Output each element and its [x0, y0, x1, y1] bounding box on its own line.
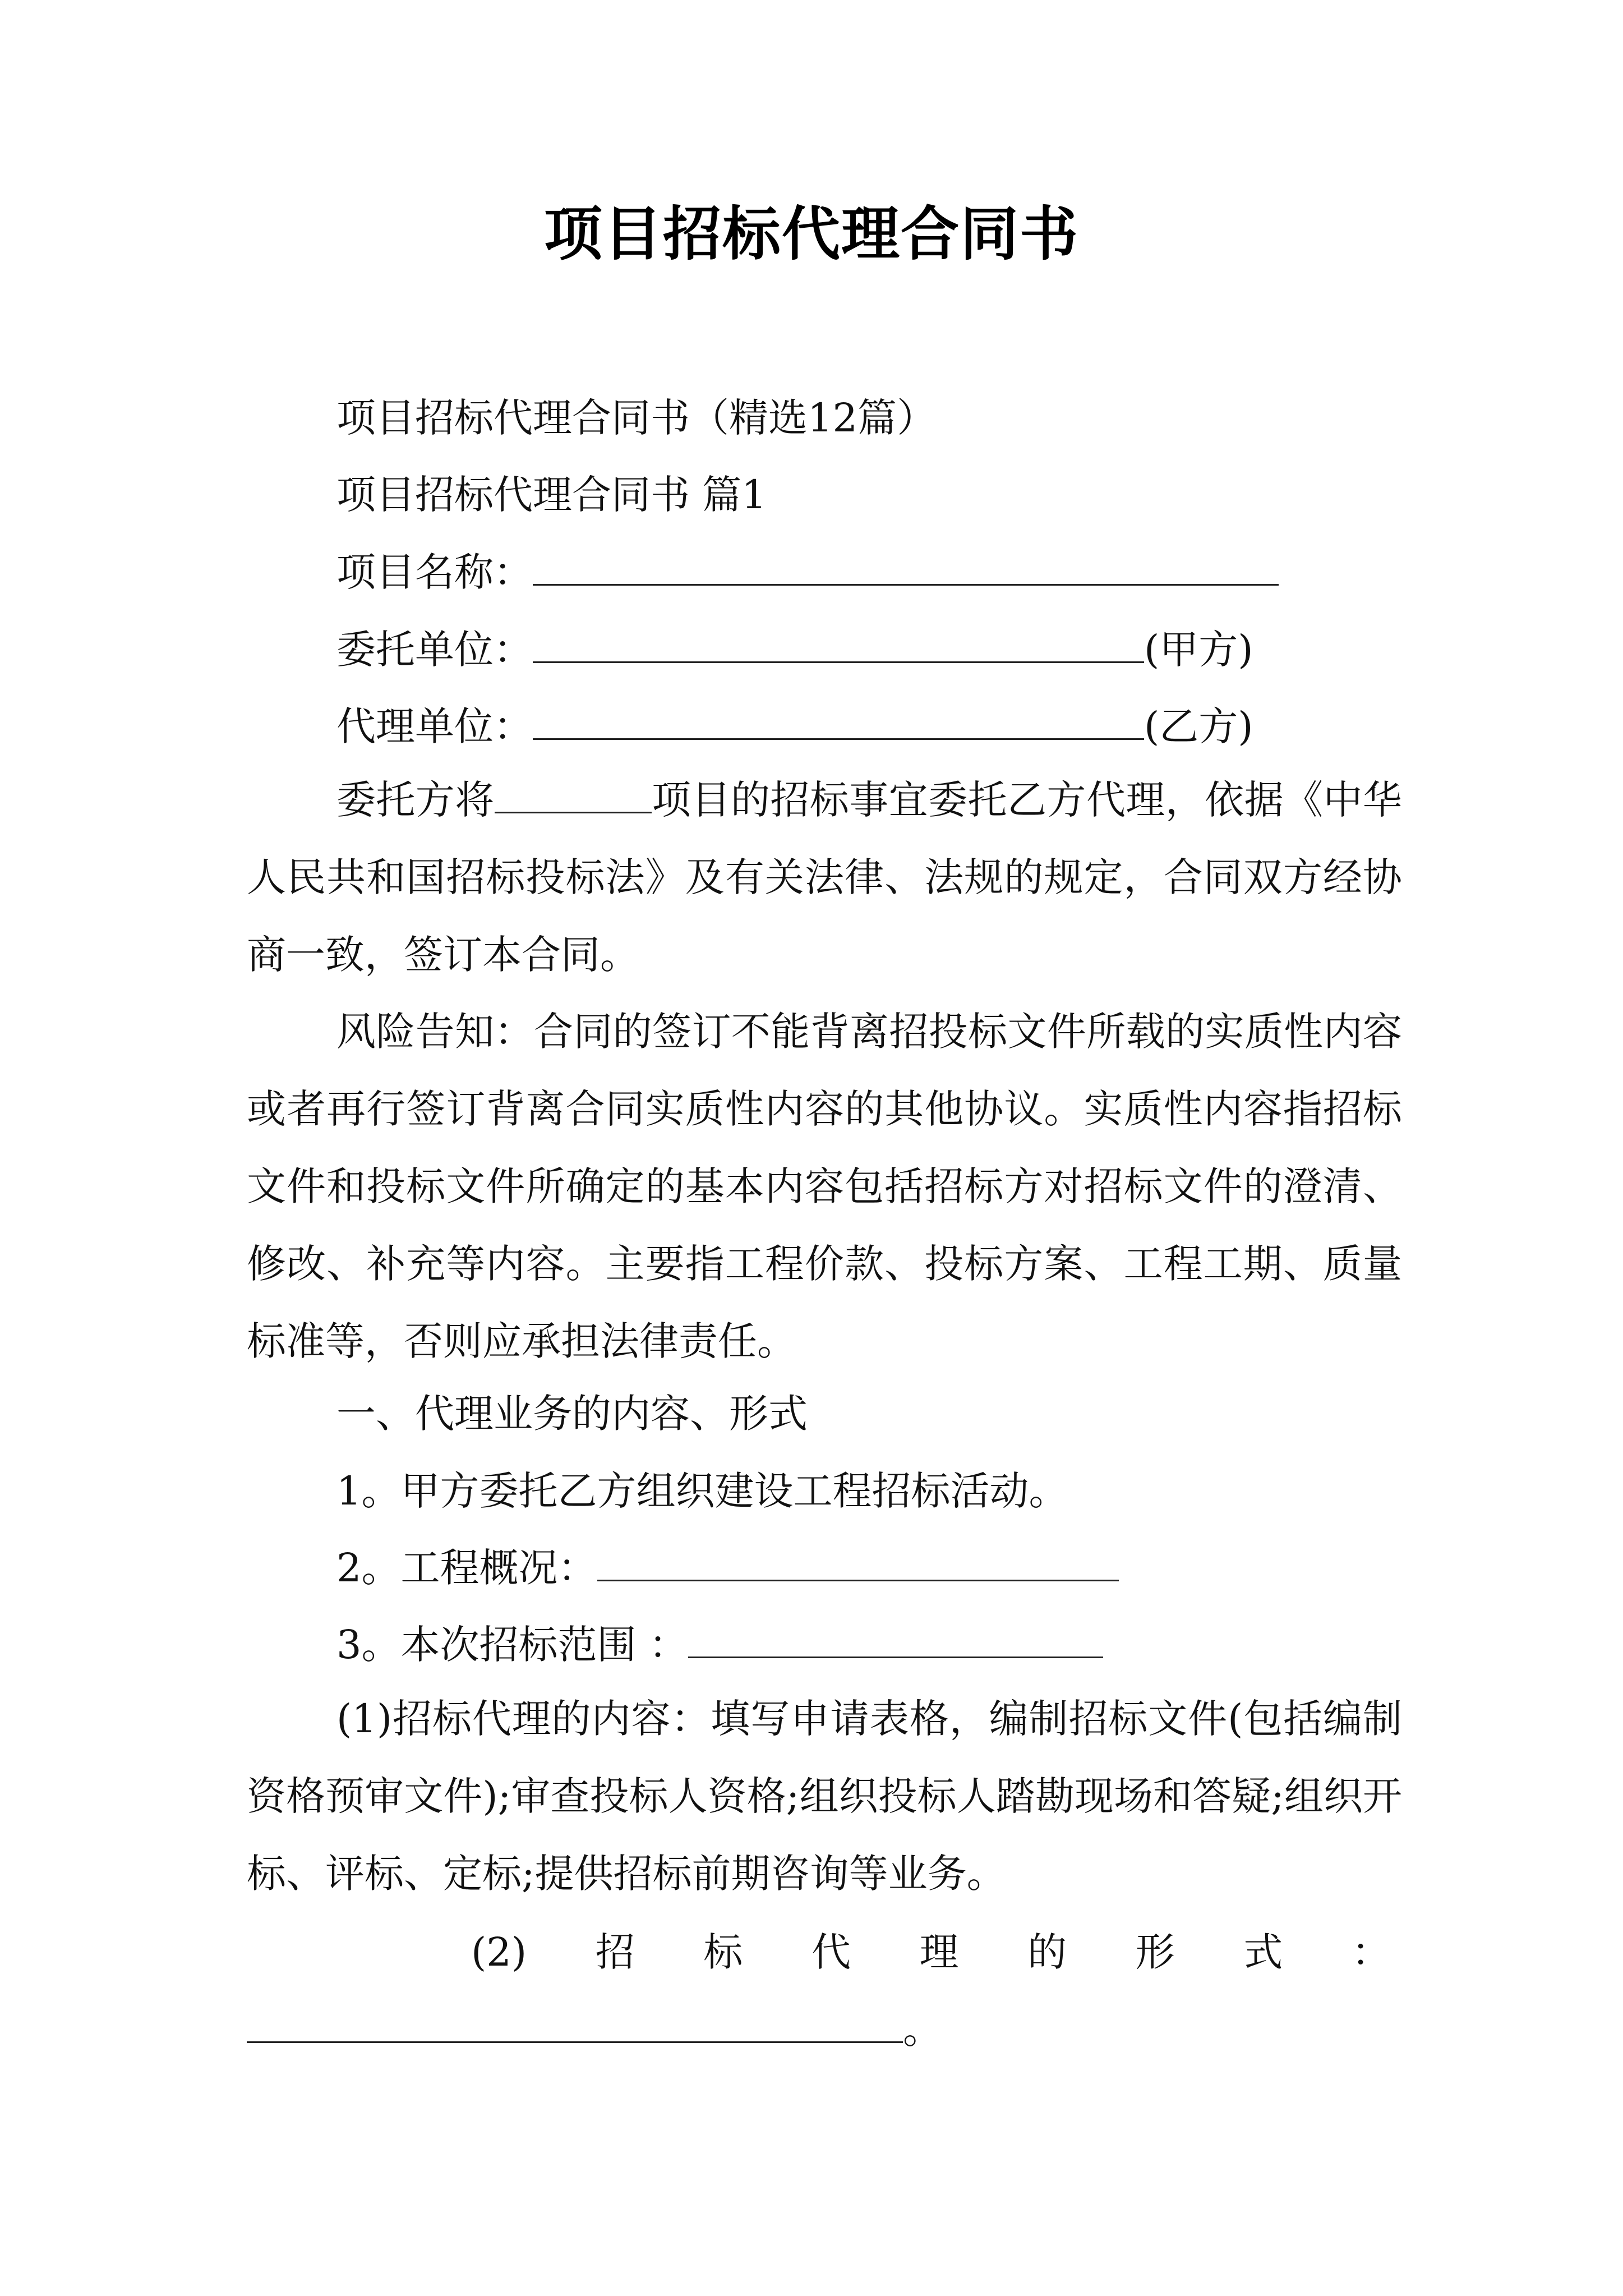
item-3-label: 3。本次招标范围 ：: [336, 1622, 688, 1668]
item-3-2-part: (2): [471, 1929, 527, 1975]
item-3-2-part: 招: [595, 1929, 635, 1975]
item-3-2-end: 。: [903, 2007, 942, 2053]
document-subtitle: 项目招标代理合同书（精选12篇）: [336, 395, 937, 441]
client-label: 委托单位：: [336, 627, 533, 673]
item-3-2-tail: [247, 2001, 942, 2058]
item-2: [336, 1540, 1119, 1596]
agent-suffix: (乙方): [1144, 703, 1253, 749]
item-3-2-part: 形: [1135, 1929, 1175, 1975]
section-heading: 项目招标代理合同书 篇1: [336, 472, 767, 518]
intro-before-blank: 委托方将: [336, 777, 495, 823]
item-2-label: 2。工程概况：: [336, 1545, 597, 1591]
agent-label: 代理单位：: [336, 703, 533, 749]
project-name-field: [336, 544, 1279, 600]
item-3-2-part: 标: [703, 1929, 743, 1975]
client-suffix: (甲方): [1144, 627, 1253, 673]
item-1: 1。甲方委托乙方组织建设工程招标活动。: [336, 1468, 1068, 1514]
project-name-label: 项目名称：: [336, 549, 533, 595]
section-one-heading: 一、代理业务的内容、形式: [336, 1391, 808, 1437]
client-field: [336, 622, 1253, 678]
item-3-2-part: 式: [1243, 1929, 1283, 1975]
item-3-2-blank: [247, 2008, 903, 2043]
item-3: [336, 1617, 1103, 1673]
risk-notice-paragraph: 风险告知：合同的签订不能背离招投标文件所载的实质性内容或者再行签订背离合同实质性内容的其他协议。实质性内容指招标文件和投标文件所确定的基本内容包括招标方对招标文件的澄清、修改、补充等内容。主要指工程价款、投标方案、工程工期、质量标准等，否则应承担法律责任。: [247, 1009, 1402, 1364]
intro-blank: [495, 778, 652, 813]
agent-blank: [533, 705, 1144, 740]
item-3-2-part: 的: [1027, 1929, 1067, 1975]
item-3-1-paragraph: (1)招标代理的内容：填写申请表格，编制招标文件(包括编制资格预审文件);审查投标人资格;组织投标人踏勘现场和答疑;组织开标、评标、定标;提供招标前期咨询等业务。: [247, 1696, 1402, 1897]
item-3-2-line: [247, 1924, 1391, 1980]
intro-paragraph: [247, 761, 1402, 993]
item-3-2-part: 理: [919, 1929, 959, 1975]
item-3-blank: [688, 1623, 1103, 1658]
item-3-2-part: 代: [811, 1929, 851, 1975]
agent-field: [336, 698, 1253, 754]
project-name-blank: [533, 550, 1279, 586]
client-blank: [533, 628, 1144, 663]
intro-after-blank: 项目的招标事宜委托乙方代理，依据《中华人民共和国招标投标法》及有关法律、法规的规定，合同双方经协商一致，签订本合同。: [247, 777, 1403, 978]
item-2-blank: [597, 1546, 1119, 1581]
document-title: 项目招标代理合同书: [543, 200, 1079, 268]
item-3-2-part: ：: [1351, 1929, 1391, 1975]
